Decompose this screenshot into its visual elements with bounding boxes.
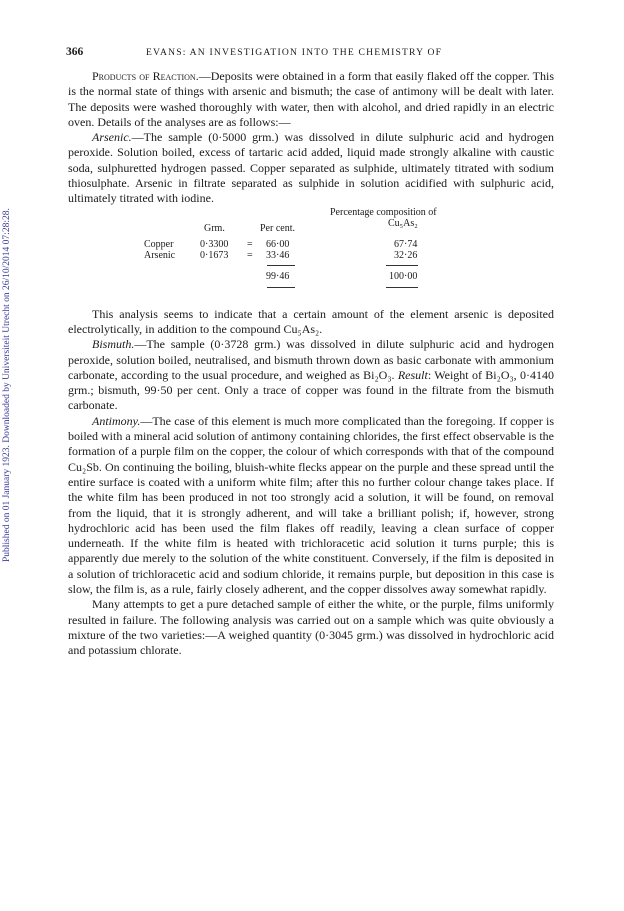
paragraph-products bbox=[68, 69, 554, 130]
paragraph-attempts: Many attempts to get a pure detached sample of either the white, or the purple, films uniformly resulted in failure. The following analysis was carried out on a sample which was quite obviously a mixture of the two varieties:—A weighed quantity (0·3045 grm.) was dissolved in hydrochloric acid and potassium chlorate. bbox=[68, 597, 554, 658]
paragraph-conclusion: This analysis seems to indicate that a certain amount of the element arsenic is deposited electrolytically, in addition to the compound Cu₅As₂. bbox=[68, 306, 554, 336]
header-percent: Per cent. bbox=[260, 222, 295, 234]
sum-rule bbox=[386, 265, 418, 266]
page-body bbox=[68, 69, 554, 659]
total-rule bbox=[267, 287, 295, 288]
row-percent: 66·00 bbox=[266, 238, 290, 250]
sum-rule bbox=[267, 265, 295, 266]
analysis-table bbox=[68, 207, 554, 307]
paragraph-arsenic-text: —The sample (0·5000 grm.) was dissolved in dilute sulphuric acid and hydrogen peroxide. Solution boiled, excess of tartaric acid added, liquid made strongly alkaline with caustic soda, sulphuretted hydrogen passed. Copper separated as sulphide, ultimately titrated with sodium thiosulphate. Arsenic in filtrate separated as sulphide in solution acidified with sulphuric acid, ultimately titrated with iodine. bbox=[68, 130, 554, 206]
section-title-arsenic: Arsenic. bbox=[92, 130, 132, 145]
row-percent: 33·46 bbox=[266, 249, 290, 261]
section-title-products: Products of Reaction. bbox=[92, 69, 199, 83]
section-title-bismuth: Bismuth. bbox=[92, 337, 135, 352]
header-grm: Grm. bbox=[204, 222, 225, 234]
total-rule bbox=[386, 287, 418, 288]
row-element: Arsenic bbox=[144, 249, 176, 261]
paragraph-antimony-text: —The case of this element is much more complicated than the foregoing. If copper is boiled with a mineral acid solution of antimony containing chlorides, the first effect observable is the formation of a purple film on the copper, the colour of which corresponds with that of the compound Cu₂Sb. On continuing the boiling, bluish-white flecks appear on the purple and these spread until the entire surface is coated with a uniform white film; after this no further colour change takes place. If the white film has been produced in not too strongly acid a solution, it will be found, on removal from the liquid, that it is strongly adherent, and will take a brilliant polish; if, however, strong hydrochloric acid has been used the film flakes off readily, leaving a clean surface of copper underneath. If the white film is heated with trichloracetic acid solution it turns purple; this is apparently due merely to the solution of the white constituent. Conversely, if the film is deposited in a solution of trichloracetic acid and sodium chloride, it remains purple, but deposition in this case is slow, the film is, as a rule, fairly closely adherent, and the copper dissolves away somewhat rapidly. bbox=[68, 413, 554, 597]
row-grm: 0·3300 bbox=[200, 238, 229, 250]
row-equals: = bbox=[247, 238, 253, 250]
row-composition: 67·74 bbox=[394, 238, 418, 250]
running-title: EVANS: AN INVESTIGATION INTO THE CHEMISTRY OF bbox=[146, 47, 443, 58]
page-number: 366 bbox=[66, 46, 84, 58]
header-composition-2: Cu₅As₂ bbox=[388, 217, 418, 229]
result-label: Result bbox=[397, 367, 428, 382]
paragraph-bismuth bbox=[68, 337, 554, 413]
paragraph-antimony bbox=[68, 414, 554, 598]
section-title-antimony: Antimony. bbox=[92, 413, 141, 428]
row-grm: 0·1673 bbox=[200, 249, 229, 261]
paragraph-bismuth-text-2: : Weight of Bi₂O₃, 0·4140 grm.; bismuth, 99·50 per cent. Only a trace of copper was found in the filtrate from the bismuth carbonate. bbox=[68, 367, 554, 413]
paragraph-products-text: —Deposits were obtained in a form that easily flaked off the copper. This is the normal state of things with arsenic and bismuth; the case of antimony will be dealt with later. The deposits were washed thoroughly with water, then with alcohol, and dried rapidly in an electric oven. Details of the analyses are as follows:— bbox=[68, 69, 554, 129]
row-equals: = bbox=[247, 249, 253, 261]
row-composition: 32·26 bbox=[394, 249, 418, 261]
download-notice: Published on 01 January 1923. Downloaded by Universiteit Utrecht on 26/10/2014 07:28:28. bbox=[2, 208, 12, 562]
total-composition: 100·00 bbox=[389, 270, 418, 282]
paragraph-bismuth-text-1: —The sample (0·3728 grm.) was dissolved in dilute sulphuric acid and hydrogen peroxide, solution boiled, neutralised, and bismuth thrown down as basic carbonate with ammonium carbonate, according to the usual procedure, and weighed as Bi₂O₃. bbox=[68, 337, 554, 382]
header-composition-1: Percentage composition of bbox=[330, 206, 437, 218]
row-element: Copper bbox=[144, 238, 174, 250]
total-percent: 99·46 bbox=[266, 270, 290, 282]
paragraph-arsenic bbox=[68, 130, 554, 206]
